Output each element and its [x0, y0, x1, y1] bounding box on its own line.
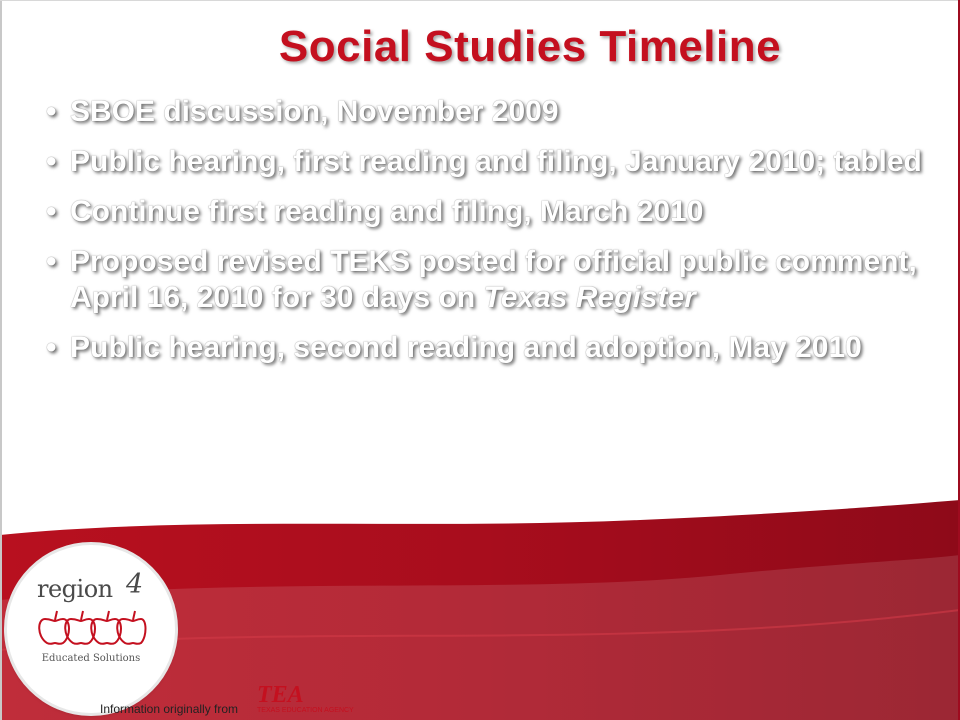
frame-left	[0, 0, 2, 720]
timeline-list	[46, 94, 926, 380]
timeline-item-text: SBOE discussion, November 2009	[70, 95, 559, 128]
tea-logo	[255, 680, 365, 716]
region4-logo	[7, 545, 175, 713]
timeline-item-italic-text: Texas Register	[483, 281, 696, 314]
tea-name: TEXAS EDUCATION AGENCY	[257, 707, 354, 714]
tea-abbrev: TEA	[257, 682, 304, 708]
apples-icon	[37, 605, 147, 649]
timeline-item	[46, 144, 926, 180]
timeline-item	[46, 244, 926, 316]
timeline-item-text: Public hearing, first reading and filing, January 2010; tabled	[70, 145, 922, 178]
slide-title: Social Studies Timeline	[278, 22, 782, 71]
logo-word: region	[37, 575, 113, 603]
logo-subtitle: Educated Solutions	[41, 653, 141, 664]
timeline-item-text: Public hearing, second reading and adoption, May 2010	[70, 331, 862, 364]
frame-top	[0, 0, 960, 1]
timeline-item	[46, 94, 926, 130]
timeline-item	[46, 330, 926, 366]
timeline-item-text: Proposed revised TEKS posted for official public comment, April 16, 2010 for 30 days on	[70, 245, 917, 314]
timeline-item	[46, 194, 926, 230]
credit-text: Information originally from	[100, 702, 239, 716]
timeline-item-text: Continue first reading and filing, March 2010	[70, 195, 704, 228]
logo-number: 4	[126, 569, 144, 600]
